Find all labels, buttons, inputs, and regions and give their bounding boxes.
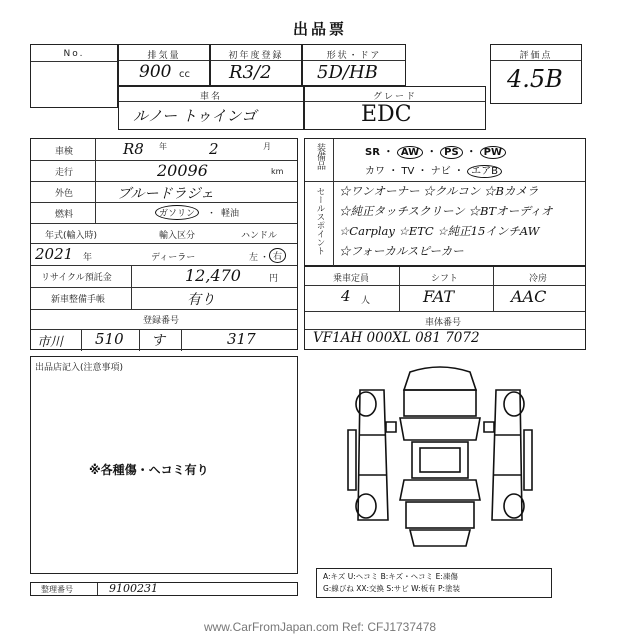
shift-label: シフト	[431, 274, 459, 284]
inspection-month-unit: 月	[263, 142, 271, 151]
handle-separator: ・	[260, 253, 270, 263]
equipment-line-1: SR ・ AW ・ PS ・ PW	[365, 143, 506, 158]
displacement-cell	[118, 44, 210, 86]
car-name-cell	[118, 86, 304, 130]
equip-pw: PW	[480, 146, 506, 159]
vin-label: 車体番号	[425, 318, 462, 328]
mileage-unit: km	[271, 167, 284, 176]
sales-point-4: ☆フォーカルスピーカー	[339, 244, 464, 258]
sales-point-1: ☆ワンオーナー ☆クルコン ☆Bカメラ	[339, 184, 539, 198]
remarks-label: 出品店記入(注意事項)	[35, 363, 124, 373]
mileage-label: 走行	[55, 168, 74, 178]
shift-value: FAT	[423, 287, 455, 306]
equipment-line-2: カワ ・ TV ・ ナビ ・ エアB	[365, 162, 502, 177]
grade-value: EDC	[361, 102, 412, 127]
displacement-value: 900	[139, 62, 172, 82]
plate-number: 317	[227, 330, 256, 348]
handle-label: ハンドル	[241, 231, 278, 241]
no-label: No.	[63, 49, 85, 59]
recycle-value: 12,470	[185, 266, 241, 285]
first-registration-label: 初年度登録	[228, 51, 284, 61]
inspection-year-unit: 年	[159, 142, 167, 151]
inspection-label: 車検	[55, 147, 74, 157]
ac-label: 冷房	[529, 274, 548, 284]
vin-value: VF1AH 000XL 081 7072	[313, 330, 480, 346]
fuel-diesel: 軽油	[221, 209, 240, 219]
equip-sr: SR	[365, 147, 380, 158]
equipment-panel	[304, 138, 586, 266]
first-registration-value: R3/2	[229, 62, 272, 83]
sales-point-2: ☆純正タッチスクリーン ☆BTオーディオ	[339, 204, 553, 218]
car-outline-diagram	[330, 360, 550, 560]
capacity-value: 4	[341, 287, 351, 305]
maintenance-book-label: 新車整備手帳	[51, 295, 106, 305]
specs-table	[304, 266, 586, 350]
car-name-label: 車名	[199, 92, 222, 102]
handle-left: 左	[249, 253, 259, 263]
sales-point-side-label: セールスポイント	[315, 187, 325, 255]
plate-area: 市川	[37, 335, 64, 350]
plate-label: 登録番号	[143, 316, 180, 326]
inspection-month: 2	[209, 140, 219, 158]
capacity-unit: 人	[361, 296, 371, 306]
remarks-box	[30, 356, 298, 574]
fuel-separator: ・	[207, 209, 217, 219]
details-table	[30, 138, 298, 350]
color-value: ブルードラジェ	[117, 186, 215, 202]
score-cell	[490, 44, 582, 104]
shape-door-label: 形状・ドア	[326, 51, 382, 61]
watermark-text: www.CarFromJapan.com Ref: CFJ1737478	[203, 620, 437, 634]
reference-number-cell	[30, 582, 298, 596]
damage-legend	[316, 568, 552, 598]
equip-ps: PS	[440, 146, 463, 159]
plate-kana: す	[151, 333, 165, 349]
ac-value: AAC	[511, 287, 547, 306]
import-dealer: ディーラー	[151, 253, 196, 263]
first-registration-cell	[210, 44, 302, 86]
displacement-unit: cc	[179, 69, 190, 80]
model-year-label: 年式(輸入時)	[45, 231, 98, 241]
mileage-value: 20096	[157, 161, 208, 180]
sheet-title: 出品票	[292, 20, 347, 38]
plate-class: 510	[95, 330, 124, 348]
score-label: 評価点	[519, 51, 553, 61]
remarks-note: ※各種傷・ヘコミ有り	[89, 463, 209, 477]
score-value: 4.5B	[507, 65, 563, 93]
import-label: 輸入区分	[159, 231, 196, 241]
model-year-unit: 年	[83, 253, 93, 263]
legend-line-2: G:線びね XX:交換 S:サビ W:板有 P:塗装	[323, 584, 461, 593]
capacity-label: 乗車定員	[333, 274, 370, 284]
fuel-label: 燃料	[55, 210, 74, 220]
no-cell	[30, 44, 118, 108]
reference-number-value: 9100231	[109, 582, 158, 595]
equip-navi: ナビ	[430, 166, 451, 177]
inspection-year: R8	[123, 140, 144, 158]
grade-label: グレード	[372, 92, 417, 102]
color-label: 外色	[55, 189, 74, 199]
shape-door-value: 5D/HB	[317, 62, 378, 83]
shape-door-cell	[302, 44, 406, 86]
equip-aw: AW	[397, 146, 423, 159]
recycle-unit: 円	[269, 274, 279, 284]
maintenance-book-value: 有り	[187, 292, 215, 308]
recycle-label: リサイクル預託金	[41, 273, 112, 283]
equipment-side-label: 装備品	[315, 143, 325, 170]
displacement-label: 排気量	[147, 51, 181, 61]
damage-diagram	[330, 360, 550, 560]
car-name-value: ルノー トゥインゴ	[133, 107, 257, 125]
equip-leather: カワ	[365, 166, 385, 177]
grade-cell	[304, 86, 486, 130]
reference-number-label: 整理番号	[41, 585, 73, 594]
model-year-value: 2021	[35, 245, 74, 263]
sales-point-3: ☆Carplay ☆ETC ☆純正15インチAW	[339, 224, 540, 238]
fuel-gasoline: ガソリン	[155, 205, 199, 220]
equip-airbag: エアB	[467, 165, 502, 178]
equip-tv: TV	[401, 166, 415, 177]
handle-right: 右	[269, 248, 286, 263]
legend-line-1: A:キズ U:ヘコミ B:キズ・ヘコミ E:凍傷	[323, 572, 458, 581]
